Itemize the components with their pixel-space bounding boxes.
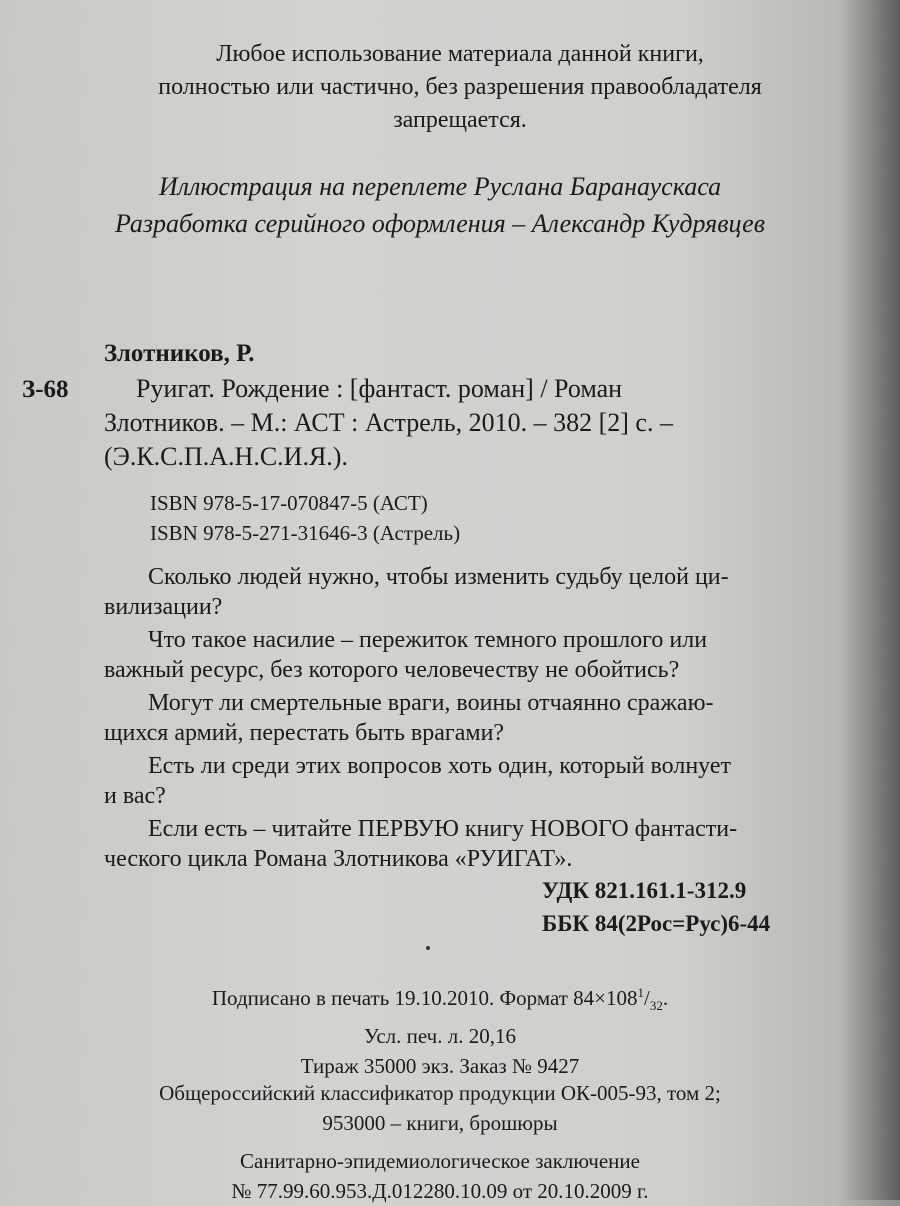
copyright-line: Любое использование материала данной книги, [216,41,704,67]
annotation-line: щихся армий, перестать быть врагами? [104,720,505,746]
annotation-line: ческого цикла Романа Злотникова «РУИГАТ». [104,846,573,872]
product-classifier-line: 953000 – книги, брошюры [322,1111,558,1135]
format-denominator: 32 [649,998,663,1014]
copyright-notice [40,38,880,137]
copyright-line: полностью или частично, без разрешения правообладателя [158,74,762,100]
product-classifier-line: Общероссийский классификатор продукции ОК-005-93, том 2; [159,1081,721,1105]
format-numerator: 1 [637,985,645,1000]
catalog-author: Злотников, Р. [104,340,255,367]
annotation-line: Сколько людей нужно, чтобы изменить судьбу целой ци- [148,564,729,590]
catalog-entry-line: (Э.К.С.П.А.Н.С.И.Я.). [104,442,348,471]
annotation-paragraph [104,625,824,685]
annotation-line: вилизации? [104,594,223,620]
isbn-astrel: ISBN 978-5-271-31646-3 (Астрель) [150,521,461,545]
sanitary-conclusion [60,1146,820,1206]
catalog-entry-line: Руигат. Рождение : [фантаст. роман] / Роман [136,374,623,403]
copyright-line: запрещается. [393,107,527,133]
bbk-code: ББК 84(2Рос=Рус)6-44 [542,911,771,936]
page-shadow-edge [840,0,900,1200]
annotation-line: Если есть – читайте ПЕРВУЮ книгу НОВОГО фантасти- [148,816,738,842]
annotation-paragraph [104,688,824,748]
annotation-paragraph [104,814,824,874]
udc-code: УДК 821.161.1-312.9 [542,878,747,903]
isbn-block [150,488,460,548]
signed-for-print: Подписано в печать 19.10.2010. Формат $84\times 108^1/_{32}$. [211,985,669,1014]
design-credit: Разработка серийного оформления – Александр Кудрявцев [114,209,766,238]
printed-sheets: Усл. печ. л. 20,16 [364,1024,516,1049]
catalog-entry [104,372,824,474]
annotation-line: Есть ли среди этих вопросов хоть один, который волнует [148,753,732,779]
sanitary-line: Санитарно-эпидемиологическое заключение [240,1149,640,1173]
annotation-paragraph [104,562,824,622]
separator-dot [426,946,430,950]
imprint [60,978,820,1081]
isbn-ast: ISBN 978-5-17-070847-5 (АСТ) [150,491,428,515]
signed-text: Подписано в печать 19.10.2010. Формат 84×108 [211,986,638,1010]
sanitary-line: № 77.99.60.953.Д.012280.10.09 от 20.10.2009 г. [231,1179,649,1203]
annotation-line: важный ресурс, без которого человечеству не обойтись? [104,657,680,683]
annotation-paragraph [104,751,824,811]
catalog-code: З-68 [22,376,69,403]
annotation-line: и вас? [104,783,166,809]
illustration-credit: Иллюстрация на переплете Руслана Баранаускаса [158,172,722,201]
annotation-line: Что такое насилие – пережиток темного прошлого или [148,627,708,653]
catalog-entry-line: Злотников. – М.: АСТ : Астрель, 2010. – 382 [2] с. – [104,408,673,437]
annotation-line: Могут ли смертельные враги, воины отчаянно сражаю- [148,690,714,716]
print-run: Тираж 35000 экз. Заказ № 9427 [300,1054,580,1079]
credits [40,168,840,242]
classification-codes [542,874,770,940]
product-classifier [60,1078,820,1138]
annotation [104,562,824,877]
